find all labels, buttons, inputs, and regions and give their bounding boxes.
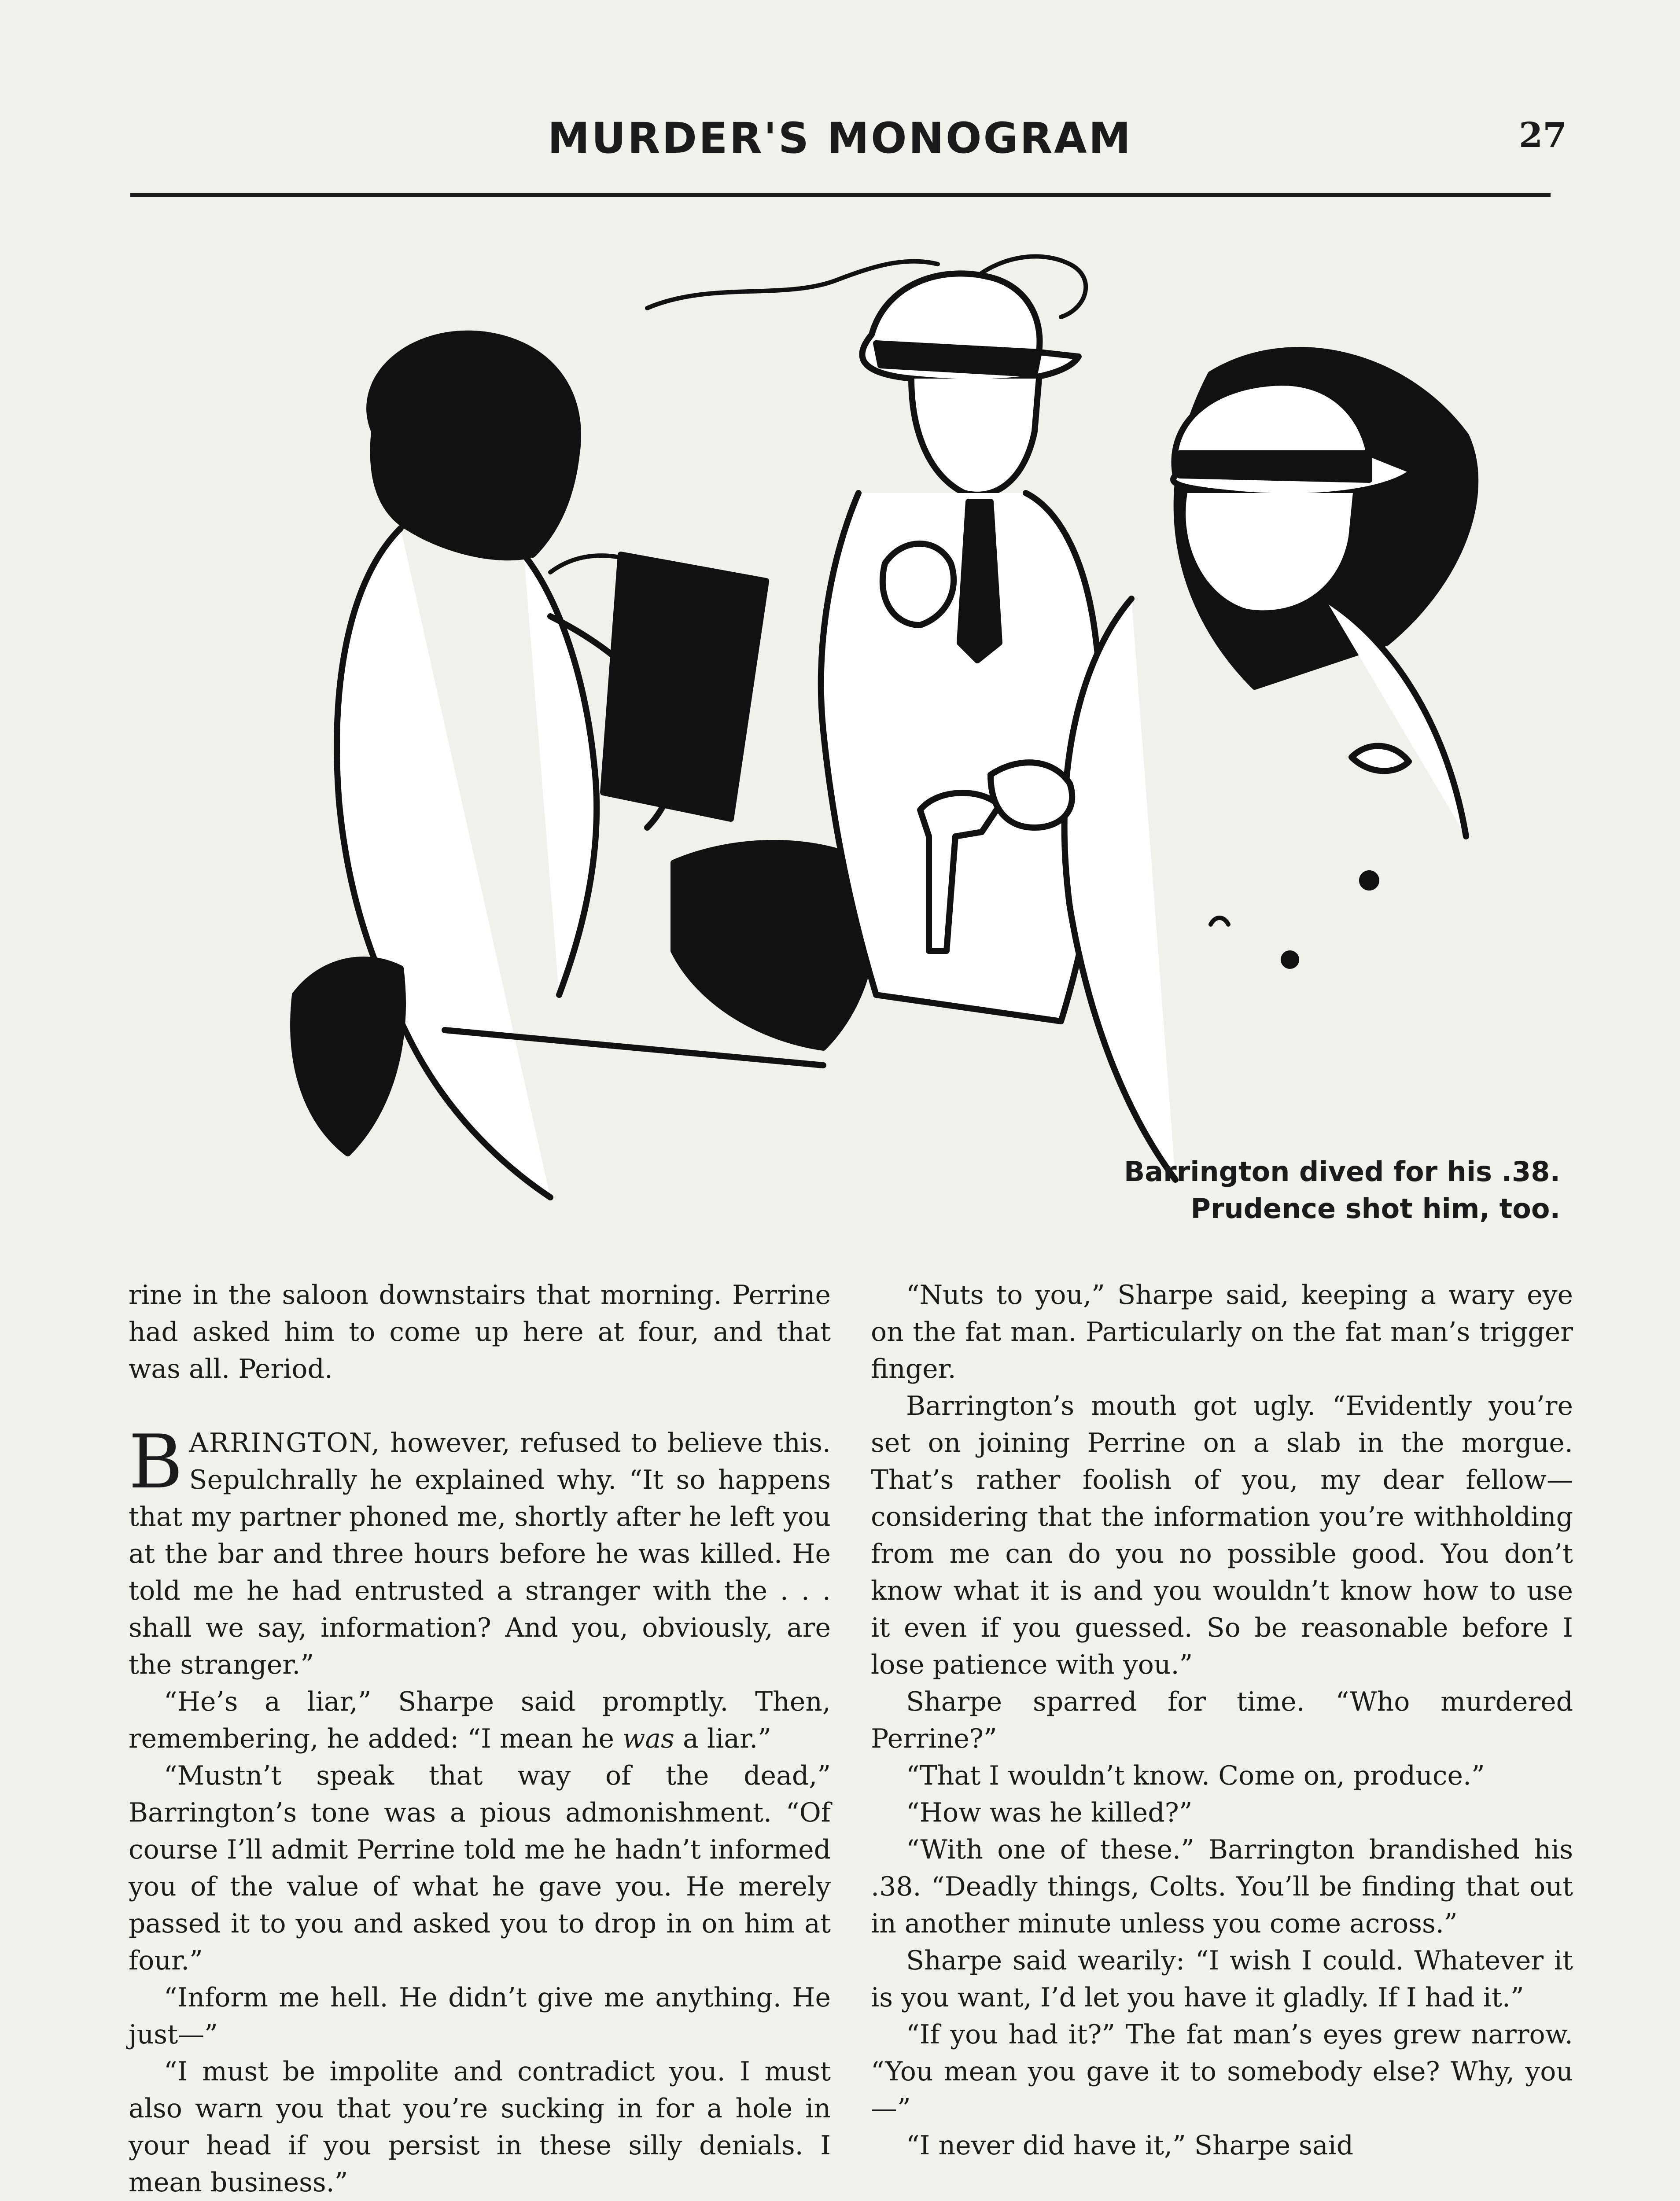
- gun-hand: [991, 762, 1072, 828]
- artist-mark: [1211, 918, 1228, 924]
- paragraph: “I must be impolite and contradict you. I must also warn you that you’re sucking in for a hole in your head if you persist in these silly denials. I mean business.”: [129, 2056, 831, 2198]
- illustration-caption: [1124, 1153, 1560, 1227]
- paragraph: rine in the saloon downstairs that morning. Perrine had asked him to come up here at four, and that was all. Period.: [129, 1280, 831, 1384]
- caption-line-1: Barrington dived for his .38.: [1124, 1156, 1560, 1188]
- paragraph: “With one of these.” Barrington brandished his .38. “Deadly things, Colts. You’ll be finding that out in another minute unless you come across.”: [871, 1834, 1573, 1939]
- drop-cap: B: [129, 1419, 183, 1505]
- running-header-title: MURDER'S MONOGRAM: [547, 114, 1133, 163]
- paragraph: Sharpe said wearily: “I wish I could. Whatever it is you want, I’d let you have it gladly. If I had it.”: [871, 1945, 1573, 2013]
- fat-man-hatband: [1180, 453, 1369, 480]
- paragraph: “That I wouldn’t know. Come on, produce.”: [906, 1760, 1485, 1791]
- thin-man-tie: [960, 502, 999, 660]
- woman-skirt: [293, 960, 403, 1153]
- paragraph: “Inform me hell. He didn’t give me anything. He just—”: [129, 1982, 831, 2050]
- paragraph-dropcap: [129, 1419, 831, 1683]
- thin-man-hatband: [876, 343, 1039, 374]
- paragraph: [129, 1683, 831, 1757]
- paragraph: “Nuts to you,” Sharpe said, keeping a wary eye on the fat man. Particularly on the fat man’s trigger finger.: [871, 1280, 1573, 1384]
- paragraph: Barrington’s mouth got ugly. “Evidently you’re set on joining Perrine on a slab in the morgue. That’s rather foolish of you, my dear fellow—considering that the information you’re withholding from me can do you no possible good. You don’t know what it is and you wouldn’t know how to use it even if you guessed. So be reasonable before I lose patience with you.”: [871, 1391, 1573, 1680]
- header-rule: [130, 193, 1551, 197]
- text-column-right: [871, 1277, 1573, 2164]
- paragraph-text: “He’s a liar,” Sharpe said promptly. Then, remembering, he added: “I mean he: [129, 1686, 831, 1754]
- page-number: 27: [1519, 115, 1567, 155]
- thin-man-hand: [883, 544, 954, 625]
- notebook: [603, 555, 766, 819]
- small-caps-lead: ARRINGTON,: [189, 1428, 381, 1458]
- paragraph-text: however, refused to believe this. Sepulchrally he explained why. “It so happens that my partner phoned me, shortly after he left you at the bar and three hours before he was killed. He told me he had entrusted a stranger with the . . . shall we say, information? And you, obviously, are the stranger.”: [129, 1428, 831, 1680]
- coat-button: [1284, 953, 1296, 966]
- paragraph: “I never did have it,” Sharpe said: [906, 2130, 1354, 2161]
- fat-man-pocket-square: [1352, 746, 1409, 771]
- paragraph-text: a liar.”: [674, 1723, 771, 1754]
- caption-line-2: Prudence shot him, too.: [1190, 1193, 1560, 1225]
- paragraph: “Mustn’t speak that way of the dead,” Barrington’s tone was a pious admonishment. “Of course I’ll admit Perrine told me he hadn’t informed you of the value of what he gave you. He merely passed it to you and asked you to drop in on him at four.”: [129, 1760, 831, 1976]
- paragraph: “If you had it?” The fat man’s eyes grew narrow. “You mean you gave it to somebody else? Why, you—”: [871, 2019, 1573, 2124]
- paragraph: “How was he killed?”: [906, 1797, 1193, 1828]
- woman-hair: [369, 334, 578, 557]
- thin-man-face: [911, 379, 1039, 495]
- coat-button: [1362, 873, 1376, 887]
- paragraph: Sharpe sparred for time. “Who murdered Perrine?”: [871, 1686, 1573, 1754]
- text-column-left: [129, 1277, 831, 2201]
- story-illustration: [163, 247, 1532, 1215]
- emphasis: was: [623, 1723, 674, 1754]
